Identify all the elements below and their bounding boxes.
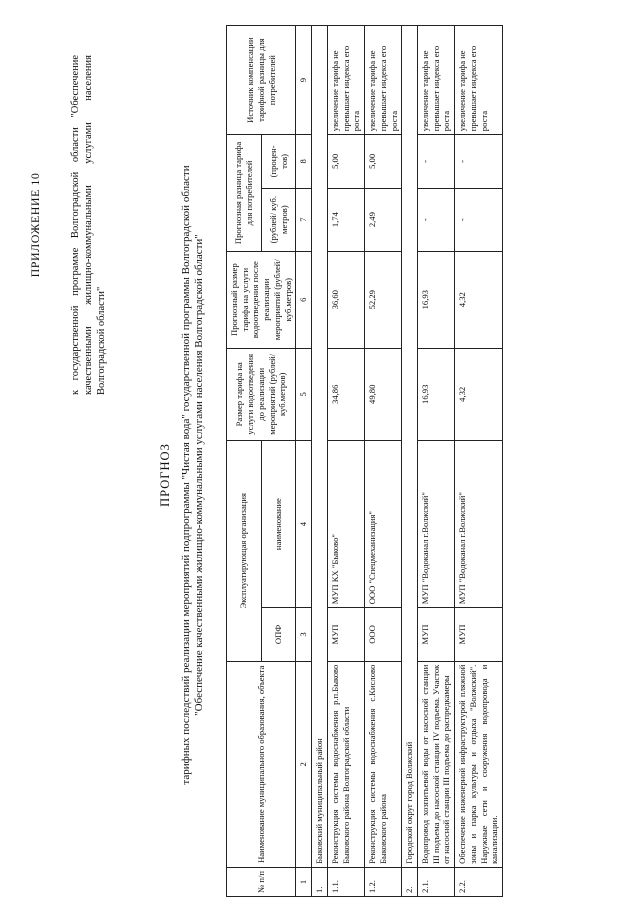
row-diff-pct: 5,00 xyxy=(365,135,402,188)
col-number: 3 xyxy=(296,608,312,661)
row-tariff-before: 34,86 xyxy=(327,348,364,440)
col-number: 7 xyxy=(296,188,312,251)
header-diff: Прогнозная разница тарифа для потребителей xyxy=(227,135,262,251)
row-object-name: Водопровод хозпитьевой воды от насосной станции III подъема до насосной станции IV подъема. Участок от насосной станции III подъема до распредкамеры xyxy=(418,661,455,867)
row-num: 1.1. xyxy=(327,867,364,896)
row-object-name: Реконструкция системы водоснабжения с.Кислово Быковского района xyxy=(365,661,402,867)
table-row xyxy=(455,26,503,897)
header-diff-rub: (рублей/ куб. метров) xyxy=(261,188,296,251)
row-diff-pct: - xyxy=(418,135,455,188)
row-source: увеличение тарифа не превышает индекса его роста xyxy=(418,26,455,135)
table-row xyxy=(418,26,455,897)
document-title: ПРОГНОЗ xyxy=(158,443,172,507)
col-number: 2 xyxy=(296,661,312,867)
row-opf: ООО xyxy=(365,608,402,661)
document-heading xyxy=(158,135,207,815)
header-tariff-before: Размер тарифа на услуги водоотведения до реализации мероприятий (рублей/ куб.метров) xyxy=(227,348,296,440)
header-num: № п/п xyxy=(227,867,296,896)
row-tariff-after: 52,29 xyxy=(365,251,402,348)
document-subtitle: тарифных последствий реализации мероприятий подпрограммы "Чистая вода" государственной программы Волгоградской области "Обеспечение качественными жилищно-коммунальными услугами населения Волгоградской области" xyxy=(179,165,206,785)
row-org: МУП "Водоканал г.Волжский" xyxy=(455,440,503,607)
column-number-row xyxy=(296,26,312,897)
row-num: 1. xyxy=(312,867,328,896)
table-row xyxy=(327,26,364,897)
header-name: Наименование муниципального образования, объекта xyxy=(227,661,296,867)
row-source: увеличение тарифа не превышает индекса его роста xyxy=(365,26,402,135)
col-number: 1 xyxy=(296,867,312,896)
col-number: 9 xyxy=(296,26,312,135)
appendix-text: к государственной программе Волгоградской области "Обеспечение качественными жилищно-коммунальными услугами населения Волгоградской области" xyxy=(70,55,108,395)
appendix-title: ПРИЛОЖЕНИЕ 10 xyxy=(28,172,42,278)
header-row-1 xyxy=(227,26,262,897)
table-row-group xyxy=(312,26,328,897)
row-org: МУП "Водоканал г.Волжский" xyxy=(418,440,455,607)
header-org: Эксплуатирующая организация xyxy=(227,440,262,661)
row-opf: МУП xyxy=(455,608,503,661)
col-number: 5 xyxy=(296,348,312,440)
row-diff-pct: 5,00 xyxy=(327,135,364,188)
row-source: увеличение тарифа не превышает индекса его роста xyxy=(327,26,364,135)
col-number: 8 xyxy=(296,135,312,188)
row-object-name: Обеспечение инженерной инфраструктурой пляжной зоны и парка культуры и отдыха "Волжский". Наружные сети и сооружения водопровода и канализации. xyxy=(455,661,503,867)
header-opf: ОПФ xyxy=(261,608,296,661)
row-num: 2.2. xyxy=(455,867,503,896)
row-tariff-before: 49,80 xyxy=(365,348,402,440)
header-orgname: наименование xyxy=(261,440,296,607)
header-diff-pct: (процен-тов) xyxy=(261,135,296,188)
row-num: 2.1. xyxy=(418,867,455,896)
row-diff-rub: - xyxy=(418,188,455,251)
row-group-name: Городской округ город Волжский xyxy=(402,26,418,868)
row-num: 2. xyxy=(402,867,418,896)
row-diff-pct: - xyxy=(455,135,503,188)
row-object-name: Реконструкция системы водоснабжения р.п.Быково Быковского района Волгоградской области xyxy=(327,661,364,867)
table-row xyxy=(365,26,402,897)
col-number: 4 xyxy=(296,440,312,607)
header-source: Источник компенсации тарифной разницы для потребителей xyxy=(227,26,296,135)
row-tariff-before: 4,32 xyxy=(455,348,503,440)
row-diff-rub: 2,49 xyxy=(365,188,402,251)
row-diff-rub: 1,74 xyxy=(327,188,364,251)
table-row-group xyxy=(402,26,418,897)
row-group-name: Быковский муниципальный район xyxy=(312,26,328,868)
row-source: увеличение тарифа не превышает индекса его роста xyxy=(455,26,503,135)
header-tariff-after: Прогнозный размер тарифа на услуги водоотведения после реализации мероприятий (рублей/ куб.метров) xyxy=(227,251,296,348)
row-org: ООО "Спецмеханизация" xyxy=(365,440,402,607)
row-tariff-after: 16,93 xyxy=(418,251,455,348)
row-num: 1.2. xyxy=(365,867,402,896)
forecast-table xyxy=(226,25,503,897)
row-tariff-after: 36,60 xyxy=(327,251,364,348)
row-org: МУП КХ "Быково" xyxy=(327,440,364,607)
row-tariff-before: 16,93 xyxy=(418,348,455,440)
row-tariff-after: 4,32 xyxy=(455,251,503,348)
row-opf: МУП xyxy=(327,608,364,661)
col-number: 6 xyxy=(296,251,312,348)
appendix-block xyxy=(28,55,108,395)
row-opf: МУП xyxy=(418,608,455,661)
row-diff-rub: - xyxy=(455,188,503,251)
